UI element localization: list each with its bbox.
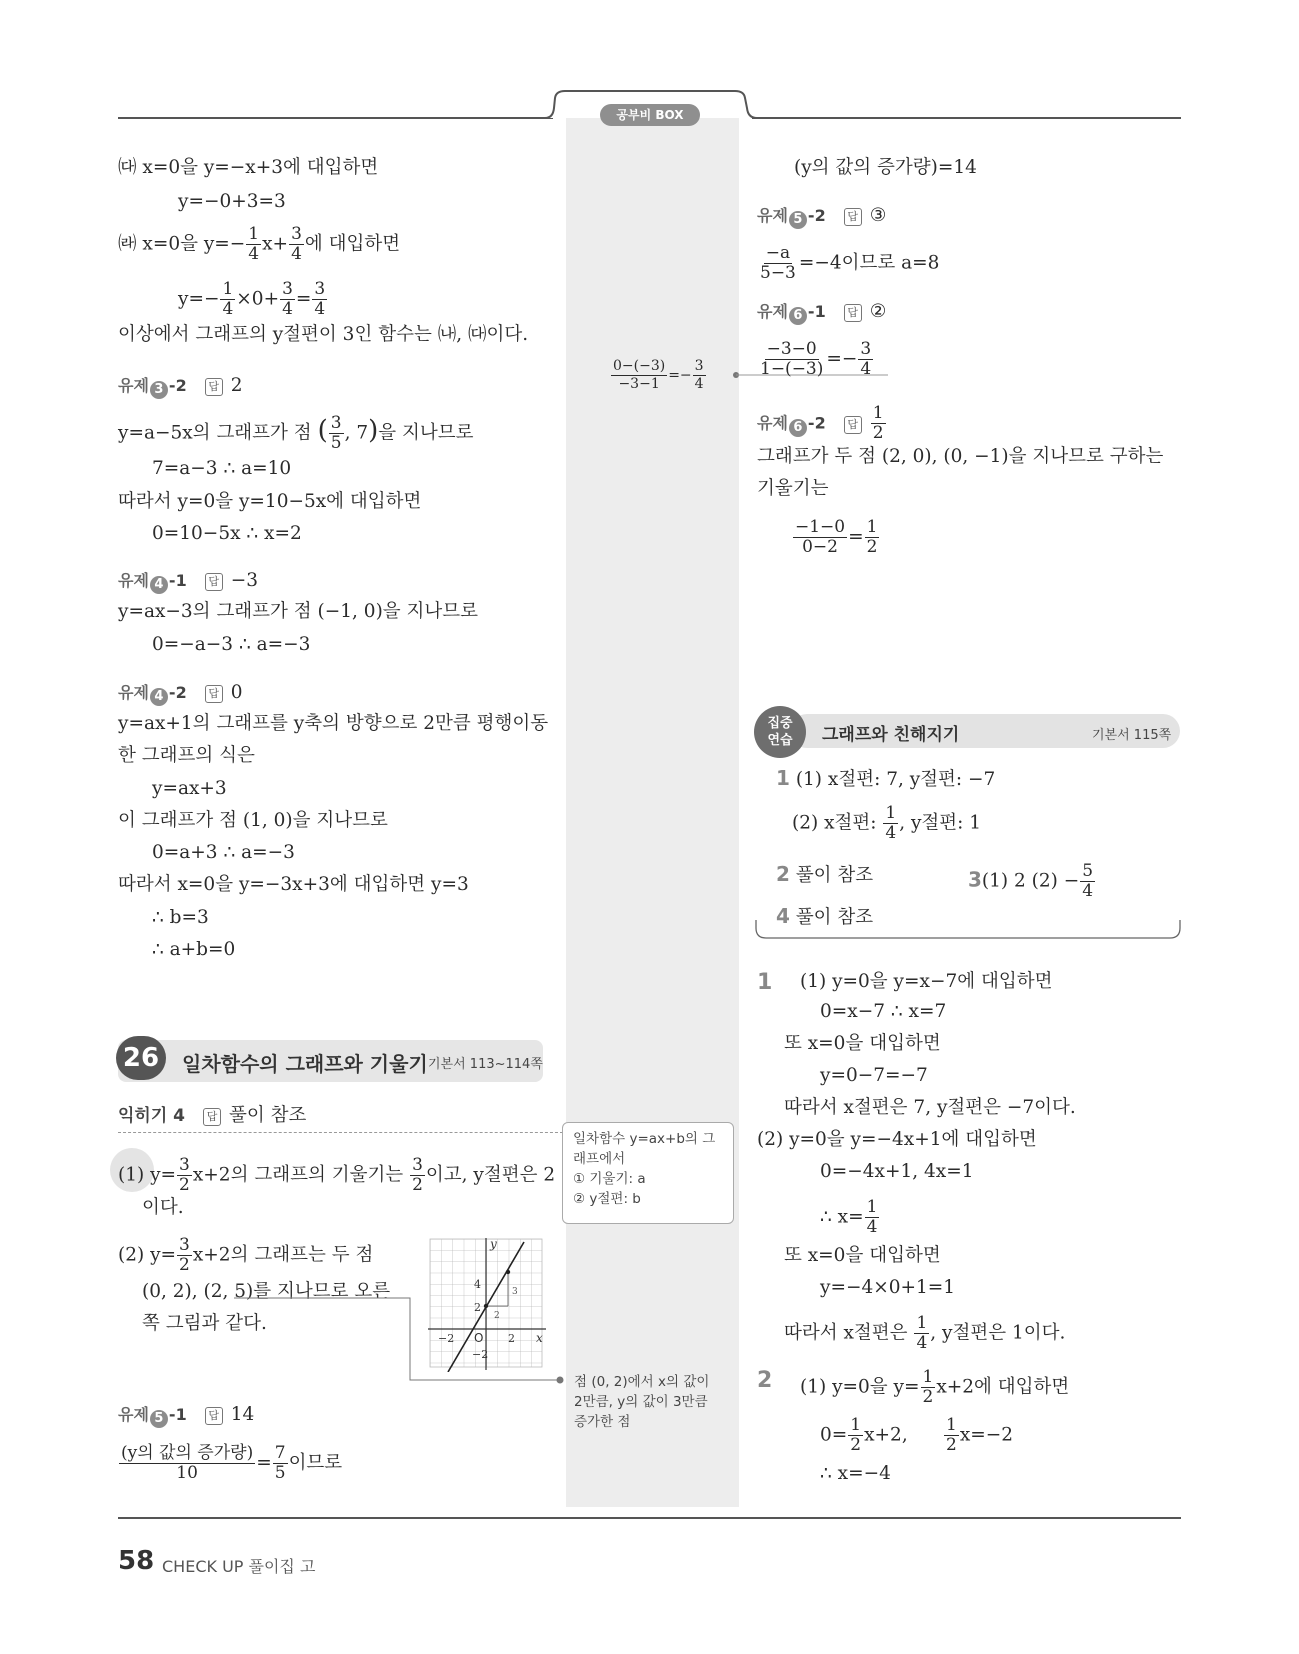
- sol1-line6: (2) y=0을 y=−4x+1에 대입하면: [757, 1129, 1037, 1150]
- p4-2-line5: 0=a+3 ∴ a=−3: [152, 842, 295, 863]
- section-ref: 기본서 113~114쪽: [428, 1057, 543, 1072]
- sol1-line7: 0=−4x+1, 4x=1: [820, 1161, 974, 1182]
- run-label: 2: [494, 1311, 500, 1321]
- p4-2-line8: ∴ a+b=0: [152, 939, 236, 960]
- section-title: 일차함수의 그래프와 기울기: [182, 1052, 428, 1076]
- rise-label: 3: [512, 1287, 518, 1297]
- focus-answer-3: 3(1) 2 (2) − $\frac{5}{4}$: [968, 861, 1094, 901]
- sol2-number: 2: [757, 1368, 773, 1393]
- focus-title: 그래프와 친해지기: [822, 725, 960, 745]
- summary-line: 이상에서 그래프의 y절편이 3인 함수는 ㈏, ㈐이다.: [118, 324, 529, 345]
- p4-2-line6: 따라서 x=0을 y=−3x+3에 대입하면 y=3: [118, 874, 469, 895]
- side-note-point: 점 (0, 2)에서 x의 값이 2만큼, y의 값이 3만큼 증가한 점: [574, 1374, 710, 1430]
- top-rule-left: [118, 117, 553, 119]
- tick-x-m2: −2: [438, 1332, 455, 1345]
- sol1-line8: ∴ x= $\frac{1}{4}$: [820, 1197, 878, 1237]
- sol1-line4: y=0−7=−7: [820, 1065, 928, 1086]
- tick-y-2: 2: [474, 1301, 481, 1314]
- focus-badge: 집중 연습: [754, 706, 806, 758]
- answer-icon: 답: [844, 208, 862, 226]
- sol1-line9: 또 x=0을 대입하면: [784, 1245, 941, 1266]
- p5-1-line1: $\frac{\text{(y의 값의 증가량)}}{10}$ = $\frac{7}{5}$ 이므로: [121, 1443, 343, 1483]
- p4-2-line7: ∴ b=3: [152, 907, 209, 928]
- footer-brand: CHECK UP 풀이집 고: [162, 1557, 316, 1576]
- line-c1: ㈐ x=0을 y=−x+3에 대입하면: [118, 157, 379, 178]
- s26-line1: (1) y= $\frac{3}{2}$ x+2의 그래프의 기울기는 $\frac{3}{2}$ 이고, y절편은 2: [118, 1155, 556, 1195]
- answer-icon: 답: [844, 304, 862, 322]
- answer-icon: 답: [205, 573, 223, 591]
- point-2-5: [506, 1270, 510, 1274]
- section-number-badge: 26: [116, 1036, 166, 1080]
- page-number: 58: [118, 1546, 155, 1576]
- p4-2-line3: y=ax+3: [152, 778, 227, 799]
- sol1-line3: 또 x=0을 대입하면: [784, 1033, 941, 1054]
- p6-1-line1: $\frac{-3-0}{1-(-3)}$ =− $\frac{3}{4}$: [760, 339, 872, 379]
- sol2-line1: (1) y=0을 y= $\frac{1}{2}$ x+2에 대입하면: [800, 1367, 1070, 1407]
- ikhigi-header: 익히기 4 답 풀이 참조: [118, 1105, 307, 1126]
- s26-line4: (0, 2), (2, 5)를 지나므로 오른: [142, 1281, 391, 1302]
- p4-2-line2: 한 그래프의 식은: [118, 745, 255, 766]
- side-column: [566, 112, 739, 1507]
- box-label: 공부비 BOX: [600, 104, 700, 126]
- p4-2-line1: y=ax+1의 그래프를 y축의 방향으로 2만큼 평행이동: [118, 713, 549, 734]
- problem-4-2-header: 유제 4 -2 답 0: [118, 682, 243, 704]
- p4-1-line2: 0=−a−3 ∴ a=−3: [152, 634, 311, 655]
- focus-answer-2: 2 풀이 참조: [776, 862, 874, 886]
- problem-5-2-header: 유제 5 -2 답 ③: [757, 205, 887, 227]
- p4-1-line1: y=ax−3의 그래프가 점 (−1, 0)을 지나므로: [118, 601, 479, 622]
- x-axis-label: x: [536, 1331, 543, 1345]
- side-note-slope: $\frac{0-(-3)}{-3-1}$ =− $\frac{3}{4}$: [613, 358, 704, 392]
- sol1-line1: (1) y=0을 y=x−7에 대입하면: [800, 971, 1053, 992]
- s26-line3: (2) y= $\frac{3}{2}$ x+2의 그래프는 두 점: [118, 1235, 374, 1275]
- origin-label: O: [474, 1331, 484, 1345]
- problem-3-2-header: 유제 3 -2 답 2: [118, 375, 243, 397]
- p6-2-line3: $\frac{-1-0}{0-2}$ = $\frac{1}{2}$: [795, 517, 878, 557]
- answer-icon: 답: [205, 685, 223, 703]
- tick-x-2: 2: [508, 1332, 515, 1345]
- answer-icon: 답: [203, 1108, 221, 1126]
- sol1-line5: 따라서 x절편은 7, y절편은 −7이다.: [784, 1097, 1076, 1118]
- p5-2-line1: $\frac{-a}{5-3}$ =−4이므로 a=8: [760, 243, 940, 283]
- focus-box-bottom: [754, 920, 1182, 942]
- coordinate-graph: [428, 1238, 548, 1372]
- top-rule-right: [752, 117, 1181, 119]
- p3-2-line1: y=a−5x의 그래프가 점 ( $\frac{3}{5}$ , 7)을 지나므로: [118, 413, 474, 453]
- answer-icon: 답: [205, 378, 223, 396]
- p3-2-line2: 7=a−3 ∴ a=10: [152, 458, 292, 479]
- sol1-line11: 따라서 x절편은 $\frac{1}{4}$ , y절편은 1이다.: [784, 1313, 1066, 1353]
- tick-y-m2: −2: [472, 1348, 489, 1361]
- problem-4-1-header: 유제 4 -1 답 −3: [118, 570, 258, 592]
- line-d1: ㈑ x=0을 y=− $\frac{1}{4}$ x+ $\frac{3}{4}$ 에 대입하면: [118, 224, 401, 264]
- bottom-rule: [118, 1517, 1181, 1519]
- sol1-line2: 0=x−7 ∴ x=7: [820, 1001, 947, 1022]
- focus-ref: 기본서 115쪽: [1092, 728, 1172, 743]
- p3-2-line3: 따라서 y=0을 y=10−5x에 대입하면: [118, 491, 422, 512]
- p3-2-line4: 0=10−5x ∴ x=2: [152, 523, 302, 544]
- answer-icon: 답: [844, 416, 862, 434]
- s26-line2: 이다.: [142, 1197, 184, 1218]
- sol2-line3: ∴ x=−4: [820, 1463, 891, 1484]
- s26-line5: 쪽 그림과 같다.: [142, 1313, 267, 1334]
- focus-answer-1b: (2) x절편: $\frac{1}{4}$ , y절편: 1: [792, 803, 982, 843]
- side-note-box: 일차함수 y=ax+b의 그 래프에서 ① 기울기: a ② y절편: b: [562, 1122, 734, 1224]
- y-axis-label: y: [490, 1238, 497, 1251]
- dashed-leader: [118, 1132, 563, 1133]
- focus-answer-1a: 1 (1) x절편: 7, y절편: −7: [776, 766, 996, 790]
- problem-6-1-header: 유제 6 -1 답 ②: [757, 301, 887, 323]
- problem-6-2-header: 유제 6 -2 답 $\frac{1}{2}$: [757, 403, 884, 443]
- line-d2: y=− $\frac{1}{4}$ ×0+ $\frac{3}{4}$ = $\frac{3}{4}$: [178, 279, 326, 319]
- p6-2-line1: 그래프가 두 점 (2, 0), (0, −1)을 지나므로 구하는: [757, 446, 1164, 467]
- answer-icon: 답: [205, 1407, 223, 1425]
- sol2-line2: 0= $\frac{1}{2}$ x+2, $\frac{1}{2}$ x=−2: [820, 1415, 1014, 1455]
- right-top-line: (y의 값의 증가량)=14: [794, 157, 977, 178]
- sol1-number: 1: [757, 970, 773, 995]
- p6-2-line2: 기울기는: [757, 478, 829, 499]
- point-0-2: [484, 1304, 488, 1308]
- p4-2-line4: 이 그래프가 점 (1, 0)을 지나므로: [118, 810, 388, 831]
- problem-5-1-header: 유제 5 -1 답 14: [118, 1404, 255, 1426]
- sol1-line10: y=−4×0+1=1: [820, 1277, 956, 1298]
- tick-y-4: 4: [474, 1278, 481, 1291]
- focus-answer-4: 4 풀이 참조: [776, 904, 874, 928]
- line-c2: y=−0+3=3: [178, 191, 286, 212]
